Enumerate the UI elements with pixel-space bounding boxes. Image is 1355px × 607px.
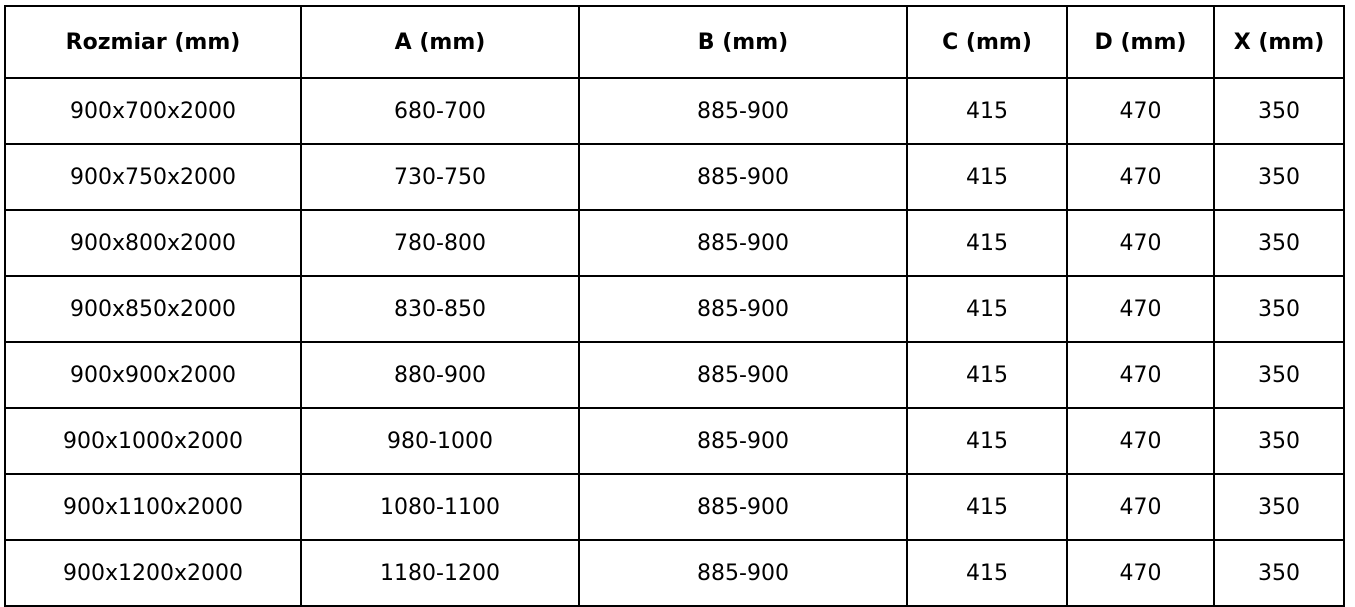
table-row [5, 210, 1344, 276]
cell-rozmiar: 900x900x2000 [5, 342, 301, 408]
column-header-a: A (mm) [301, 6, 579, 78]
cell-a: 830-850 [301, 276, 579, 342]
cell-rozmiar: 900x1200x2000 [5, 540, 301, 606]
cell-b: 885-900 [579, 540, 907, 606]
cell-d: 470 [1067, 78, 1214, 144]
cell-d: 470 [1067, 342, 1214, 408]
table-row [5, 408, 1344, 474]
cell-c: 415 [907, 144, 1067, 210]
cell-c: 415 [907, 276, 1067, 342]
column-header-rozmiar: Rozmiar (mm) [5, 6, 301, 78]
table-header [5, 6, 1344, 78]
cell-d: 470 [1067, 210, 1214, 276]
cell-a: 980-1000 [301, 408, 579, 474]
table-row [5, 474, 1344, 540]
cell-d: 470 [1067, 144, 1214, 210]
cell-x: 350 [1214, 144, 1344, 210]
table-row [5, 276, 1344, 342]
cell-c: 415 [907, 408, 1067, 474]
cell-a: 730-750 [301, 144, 579, 210]
column-header-x: X (mm) [1214, 6, 1344, 78]
column-header-b: B (mm) [579, 6, 907, 78]
spec-table-container [4, 5, 1343, 607]
cell-b: 885-900 [579, 474, 907, 540]
table-body [5, 78, 1344, 606]
cell-d: 470 [1067, 408, 1214, 474]
cell-c: 415 [907, 210, 1067, 276]
cell-rozmiar: 900x1100x2000 [5, 474, 301, 540]
cell-b: 885-900 [579, 276, 907, 342]
cell-d: 470 [1067, 276, 1214, 342]
cell-x: 350 [1214, 408, 1344, 474]
cell-rozmiar: 900x750x2000 [5, 144, 301, 210]
table-row [5, 78, 1344, 144]
column-header-c: C (mm) [907, 6, 1067, 78]
table-header-row [5, 6, 1344, 78]
cell-x: 350 [1214, 78, 1344, 144]
table-row [5, 540, 1344, 606]
column-header-d: D (mm) [1067, 6, 1214, 78]
cell-b: 885-900 [579, 78, 907, 144]
cell-rozmiar: 900x700x2000 [5, 78, 301, 144]
cell-c: 415 [907, 474, 1067, 540]
cell-a: 1180-1200 [301, 540, 579, 606]
dimensions-table [4, 5, 1345, 607]
cell-b: 885-900 [579, 342, 907, 408]
cell-a: 1080-1100 [301, 474, 579, 540]
table-row [5, 342, 1344, 408]
cell-x: 350 [1214, 342, 1344, 408]
cell-d: 470 [1067, 474, 1214, 540]
cell-a: 680-700 [301, 78, 579, 144]
cell-d: 470 [1067, 540, 1214, 606]
cell-b: 885-900 [579, 144, 907, 210]
table-row [5, 144, 1344, 210]
cell-rozmiar: 900x800x2000 [5, 210, 301, 276]
cell-x: 350 [1214, 210, 1344, 276]
cell-b: 885-900 [579, 408, 907, 474]
cell-c: 415 [907, 540, 1067, 606]
cell-c: 415 [907, 78, 1067, 144]
cell-a: 880-900 [301, 342, 579, 408]
cell-c: 415 [907, 342, 1067, 408]
cell-rozmiar: 900x850x2000 [5, 276, 301, 342]
cell-x: 350 [1214, 276, 1344, 342]
cell-a: 780-800 [301, 210, 579, 276]
cell-x: 350 [1214, 540, 1344, 606]
cell-x: 350 [1214, 474, 1344, 540]
cell-b: 885-900 [579, 210, 907, 276]
cell-rozmiar: 900x1000x2000 [5, 408, 301, 474]
